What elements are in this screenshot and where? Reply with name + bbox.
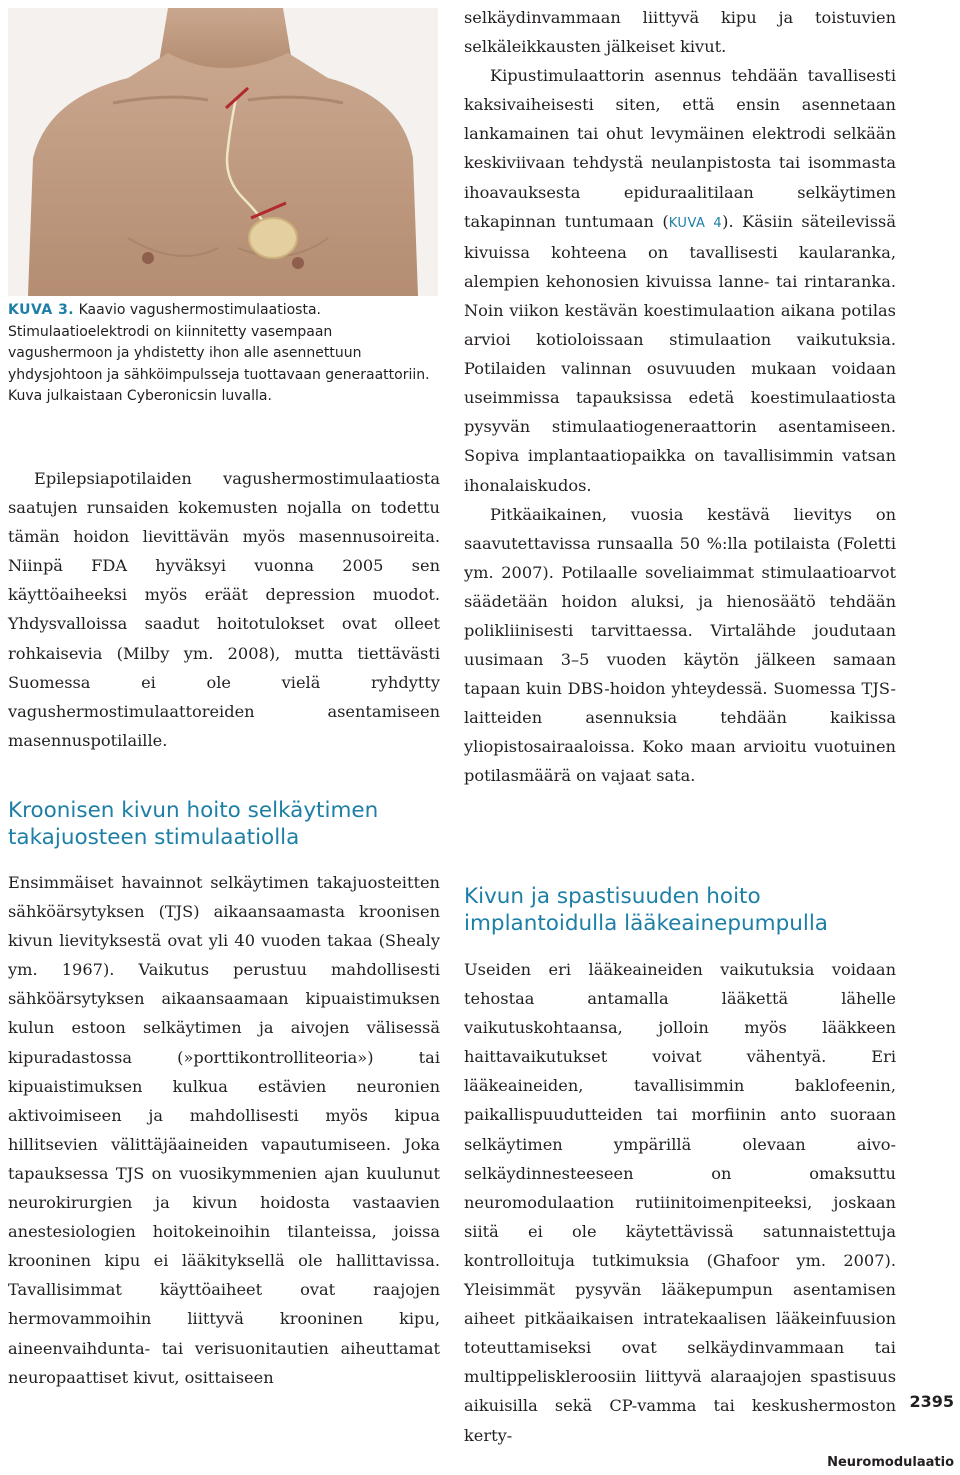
paragraph: Useiden eri lääkeaineiden vaikutuksia voidaan tehostaa antamalla lääkettä lähelle vaikutuskohtaansa, jolloin myös lääkkeen haittavaikutukset voivat vähentyä. Eri lääkeaineiden, tavallisimmin baklofeenin, paikallispuudutteiden tai morfiinin anto suoraan selkäytimen ympärillä olevaan aivo-selkäydinnesteeseen on omaksuttu neuromodulaation rutiinitoimenpiteeksi, joskaan siitä ei ole käytettävissä satunnaistettuja kontrolloituja tutkimuksia (Ghafoor ym. 2007). Yleisimmät pysyvän lääkepumpun asentamisen aiheet pitkäaikaisen intratekaalisen lääkeinfuusion toteuttamiseksi ovat selkäydinvammaan tai multippeliskleroosiin liittyvä alaraajojen spastisuus aikuisilla sekä CP-vamma tai keskushermoston kerty- (464, 960, 896, 1445)
section-heading: Kroonisen kivun hoito selkäytimen takajuosteen stimulaatiolla (8, 798, 379, 850)
paragraph: Pitkäaikainen, vuosia kestävä lievitys on saavutettavissa runsaalla 50 %:lla potilaista (Foletti ym. 2007). Potilaalle soveliaimmat stimulaatioarvot säädetään hoidon aluksi, ja hienosäätö tehdään polikliinisesti tarvittaessa. Virtalähde joudutaan uusimaan 3–5 vuoden käytön jälkeen samaan tapaan kuin DBS-hoidon yhteydessä. Suomessa TJS-laitteiden asennuksia tehdään kaikissa yliopistosairaaloissa. Koko maan arvioitu vuotuinen potilasmäärä on vajaat sata. (464, 504, 896, 786)
paragraph: Ensimmäiset havainnot selkäytimen takajuosteitten sähköärsytyksen (TJS) aikaansaamasta kroonisen kivun lievityksestä ovat yli 40 vuoden takaa (Shealy ym. 1967). Vaikutus perustuu mahdollisesti sähköärsytyksen aikaansaamaan kipuaistimuksen kulun estoon selkäytimen ja aivojen välisessä kipuradastossa (»porttikontrolliteoria») tai kipuaistimuksen kulkua estävien neuronien aktivoimiseen ja mahdollisesti myös kipua hillitsevien välittäjäaineiden vapautumiseen. Joka tapauksessa TJS on vuosikymmenien ajan kuulunut neurokirurgien ja kivun hoidosta vastaavien anestesiologien hoitokeinoihin tilanteissa, joissa krooninen kipu ei lääkityksellä ole hallittavissa. Tavallisimmat käyttöaiheet ovat raajojen hermovammoihin liittyvä krooninen kipu, aineenvaihdunta- tai verisuonitautien aiheuttamat neuropaattiset kivut, osittaiseen (8, 873, 440, 1387)
left-column-body (8, 868, 440, 1392)
chest-stimulator-photo (8, 8, 438, 296)
paragraph (464, 61, 896, 499)
figure-label: KUVA 3. (8, 302, 75, 318)
page-number: 2395 (909, 1392, 954, 1411)
left-column-intro (8, 464, 440, 755)
right-column-body-2 (464, 955, 896, 1450)
running-title: Neuromodulaatio (827, 1455, 954, 1470)
right-column-body (464, 3, 896, 791)
paragraph: selkäydinvammaan liittyvä kipu ja toistuvien selkäleikkausten jälkeiset kivut. (464, 8, 896, 57)
paragraph: Epilepsiapotilaiden vagushermostimulaatiosta saatujen runsaiden kokemusten nojalla on todettu tämän hoidon lievittävän myös masennusoireita. Niinpä FDA hyväksyi vuonna 2005 sen käyttöaiheeksi myös eräät depression muodot. Yhdysvalloissa saadut hoitotulokset ovat olleet rohkaisevia (Milby ym. 2008), mutta tiettävästi Suomessa ei ole vielä ryhdytty vagushermostimulaattoreiden asentamiseen masennuspotilaille. (8, 469, 440, 750)
figure-caption (8, 300, 438, 408)
figure-reference-link[interactable]: KUVA 4 (668, 215, 723, 231)
paragraph-text: Kipustimulaattorin asennus tehdään tavallisesti kaksivaiheisesti siten, että ensin asennetaan lankamainen tai ohut levymäinen elektrodi selkään keskiviivaan tehdystä neulanpistosta tai isommasta ihoavauksesta epiduraalitilaan selkäytimen takapinnan tuntumaan ( (464, 66, 896, 231)
chest-illustration (8, 8, 438, 296)
figure-caption-text: Kaavio vagushermostimulaatiosta. Stimulaatioelektrodi on kiinnitetty vasempaan vagushermoon ja yhdistetty ihon alle asennettuun yhdysjohtoon ja sähköimpulsseja tuottavaan generaattoriin. Kuva julkaistaan Cyberonicsin luvalla. (8, 302, 430, 404)
paragraph-text: ). Käsiin säteilevissä kivuissa kohteena on tavallisesti kaularanka, alempien kehonosien kivuissa lanne- tai rintaranka. Noin viikon kestävän koestimulaation aikana potilas arvioi kotioloissaan stimulaation vaikutuksia. Potilaiden valinnan osuvuuden mukaan voidaan useimmissa tapauksissa edetä koestimulaatiosta pysyvän stimulaatiogeneraattorin asentamiseen. Sopiva implantaatiopaikka on tavallisimmin vatsan ihonalaiskudos. (464, 211, 896, 495)
section-heading: Kivun ja spastisuuden hoito implantoidulla lääkeainepumpulla (464, 884, 828, 936)
